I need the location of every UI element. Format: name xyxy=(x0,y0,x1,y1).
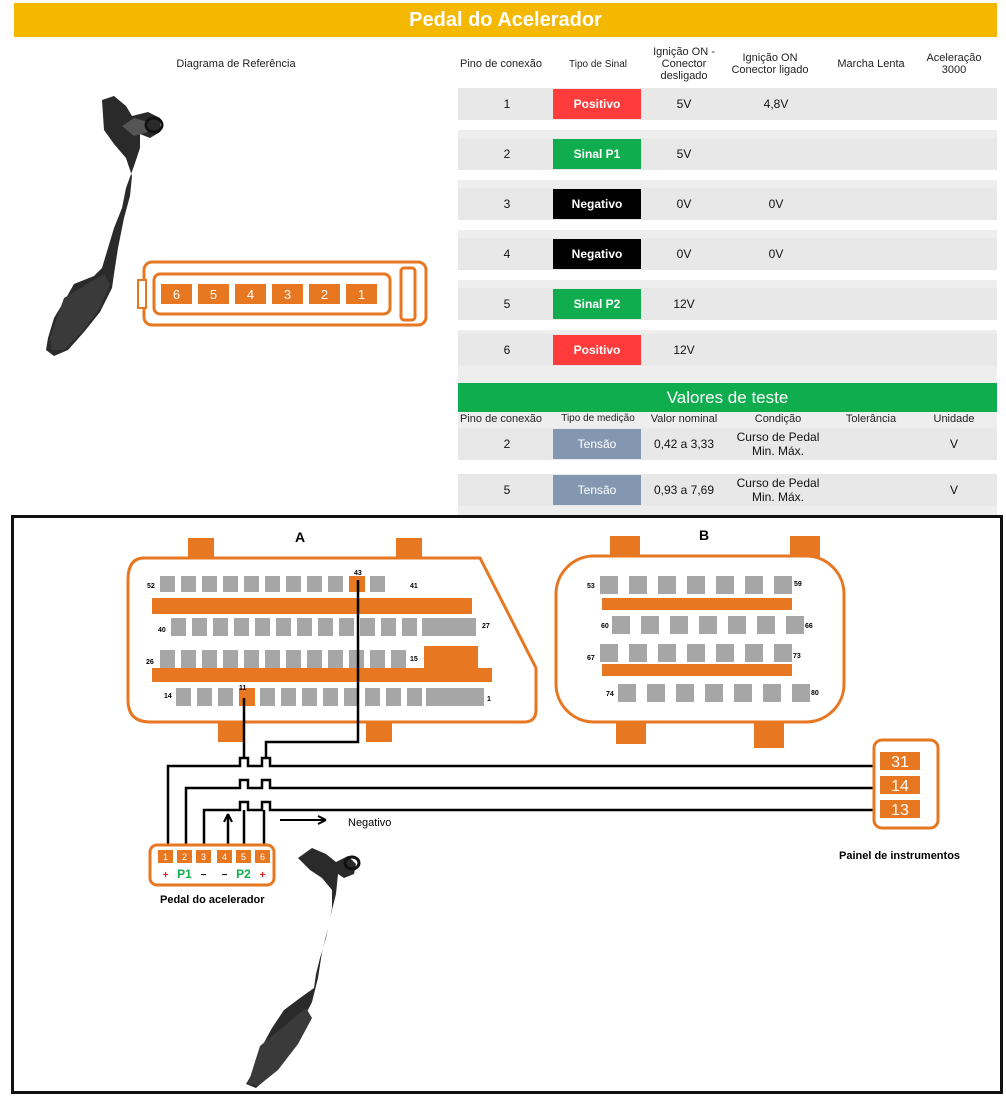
ign-off-value: 12V xyxy=(673,343,695,357)
row-separator xyxy=(458,320,997,330)
connector-b-terminal xyxy=(716,576,734,594)
unit-value: V xyxy=(949,437,958,451)
connector-a-terminal xyxy=(286,650,301,668)
ign-on-value xyxy=(736,334,816,366)
header-ign-off: Ignição ON - Conector desligado xyxy=(653,46,715,82)
signal-badge: Negativo xyxy=(553,239,641,269)
connector-a-terminal xyxy=(328,650,343,668)
connector-pin-label: 3 xyxy=(283,287,292,302)
connector-b-terminal xyxy=(792,684,810,702)
panel-pin-label: 14 xyxy=(891,778,909,795)
test-header-unit: Unidade xyxy=(933,413,975,425)
connector-a-terminal xyxy=(318,618,333,636)
measurement-type-badge: Tensão xyxy=(553,475,641,505)
a-pin-43-label: 43 xyxy=(354,570,362,577)
connector-a-terminal xyxy=(339,618,354,636)
header-pin: Pino de conexão xyxy=(460,58,542,70)
connector-a-terminal xyxy=(202,576,217,592)
connector-a-terminal xyxy=(323,688,338,706)
b-pin-66-label: 66 xyxy=(805,623,813,630)
a-pin-40-label: 40 xyxy=(158,627,166,634)
a-pin-27-label: 27 xyxy=(482,623,490,630)
panel-pin-label: 31 xyxy=(891,754,909,771)
connector-a-label: A xyxy=(294,529,306,545)
connector-a-terminal xyxy=(244,650,259,668)
connector-b-terminal xyxy=(774,576,792,594)
connector-a-terminal xyxy=(181,576,196,592)
a-pin-52-label: 52 xyxy=(147,583,155,590)
connector-b-label: B xyxy=(698,527,710,543)
connector-b-terminal xyxy=(763,684,781,702)
connector-a-terminal xyxy=(370,650,385,668)
connector-a-terminal xyxy=(426,688,452,706)
connector-a-terminal xyxy=(192,618,207,636)
signal-badge: Negativo xyxy=(553,189,641,219)
header-ign-on: Ignição ON Conector ligado xyxy=(731,52,809,76)
connector-b-terminal xyxy=(670,616,688,634)
connector-a-terminal xyxy=(223,650,238,668)
connector-a-terminal xyxy=(276,618,291,636)
pedal-pin-label: 2 xyxy=(181,852,188,862)
connector-a-terminal xyxy=(458,688,484,706)
b-pin-60-label: 60 xyxy=(601,623,609,630)
connector-a-terminal xyxy=(265,576,280,592)
condition-value: Curso de Pedal Min. Máx. xyxy=(736,430,820,458)
connector-a-terminal xyxy=(160,576,175,592)
pedal-pin-sign: P2 xyxy=(236,867,251,881)
b-pin-74-label: 74 xyxy=(606,691,614,698)
test-header-nominal: Valor nominal xyxy=(650,413,718,425)
connector-a-terminal xyxy=(281,688,296,706)
connector-a-terminal xyxy=(234,618,249,636)
pedal-pin-label: 3 xyxy=(200,852,207,862)
reference-diagram-panel xyxy=(14,88,458,516)
connector-a-terminal xyxy=(407,688,422,706)
connector-a-terminal xyxy=(422,618,446,636)
connector-b-terminal xyxy=(745,576,763,594)
pedal-pin-label: 5 xyxy=(240,852,247,862)
pedal-connector-drawing xyxy=(138,262,426,325)
connector-b-terminal xyxy=(647,684,665,702)
test-header-pin: Pino de conexão xyxy=(460,413,542,425)
ign-off-value: 0V xyxy=(676,247,692,261)
connector-a-terminal xyxy=(197,688,212,706)
ign-on-value xyxy=(736,138,816,170)
test-header-type: Tipo de medição xyxy=(561,413,635,424)
panel-pin-label: 13 xyxy=(891,802,909,819)
pedal-pin-sign: + xyxy=(162,870,169,881)
connector-a xyxy=(128,529,536,742)
row-separator xyxy=(458,460,997,474)
test-pin-number: 5 xyxy=(503,483,511,497)
unit-value: V xyxy=(949,483,958,497)
ign-on-value xyxy=(736,288,816,320)
connector-pin-label: 4 xyxy=(246,287,255,302)
connector-b xyxy=(556,527,844,748)
b-pin-67-label: 67 xyxy=(587,655,595,662)
signal-badge: Sinal P2 xyxy=(553,289,641,319)
header-signal: Tipo de Sinal xyxy=(569,58,627,70)
connector-b-terminal xyxy=(641,616,659,634)
a-pin-26-label: 26 xyxy=(146,659,154,666)
connector-b-terminal xyxy=(786,616,804,634)
connector-b-terminal xyxy=(705,684,723,702)
b-pin-73-label: 73 xyxy=(793,653,801,660)
condition-value: Curso de Pedal Min. Máx. xyxy=(736,476,820,504)
connector-a-terminal xyxy=(370,576,385,592)
connector-a-terminal xyxy=(307,650,322,668)
pedal-pin-label: 4 xyxy=(221,852,228,862)
connector-a-terminal xyxy=(202,650,217,668)
connector-a-terminal xyxy=(218,688,233,706)
a-pin-41-label: 41 xyxy=(410,583,418,590)
connector-b-terminal xyxy=(728,616,746,634)
connector-b-terminal xyxy=(600,576,618,594)
tolerance-value xyxy=(836,474,906,506)
test-pin-number: 2 xyxy=(503,437,511,451)
signal-badge: Sinal P1 xyxy=(553,139,641,169)
row-separator xyxy=(458,170,997,180)
connector-b-terminal xyxy=(699,616,717,634)
connector-a-terminal xyxy=(349,650,364,668)
nominal-value: 0,42 a 3,33 xyxy=(653,437,715,451)
pin-number: 1 xyxy=(503,97,511,111)
connector-a-terminal xyxy=(452,618,476,636)
connector-b-terminal xyxy=(716,644,734,662)
test-values-title: Valores de teste xyxy=(458,383,997,412)
connector-b-terminal xyxy=(774,644,792,662)
pin-number: 2 xyxy=(503,147,511,161)
connector-a-terminal xyxy=(223,576,238,592)
connector-b-terminal xyxy=(629,576,647,594)
pin-number: 3 xyxy=(503,197,511,211)
pedal-pin-sign: − xyxy=(221,870,228,881)
pedal-reference-drawing xyxy=(14,88,458,516)
connector-a-terminal xyxy=(365,688,380,706)
a-pin-11-label: 11 xyxy=(239,685,247,692)
connector-a-terminal xyxy=(160,650,175,668)
pedal-pin-label: 6 xyxy=(259,852,266,862)
ign-on-value: 4,8V xyxy=(763,97,789,111)
ign-on-value: 0V xyxy=(768,197,784,211)
connector-b-terminal xyxy=(676,684,694,702)
pedal-pin-sign: − xyxy=(200,870,207,881)
connector-pin-label: 6 xyxy=(172,287,181,302)
header-accel: Aceleração 3000 xyxy=(926,52,982,76)
connector-a-terminal xyxy=(360,618,375,636)
connector-b-terminal xyxy=(687,644,705,662)
wiring-diagram-svg xyxy=(14,518,1000,1091)
pedal-pin-label: 1 xyxy=(162,852,169,862)
pin-number: 4 xyxy=(503,247,511,261)
row-separator xyxy=(458,220,997,230)
b-pin-80-label: 80 xyxy=(811,690,819,697)
pedal-pin-sign: P1 xyxy=(177,867,192,881)
connector-b-terminal xyxy=(745,644,763,662)
connector-a-terminal xyxy=(244,576,259,592)
a-pin-1-label: 1 xyxy=(487,696,491,703)
b-pin-59-label: 59 xyxy=(794,581,802,588)
row-separator xyxy=(458,270,997,280)
wiring-diagram xyxy=(11,515,1003,1094)
a-pin-15-label: 15 xyxy=(410,656,418,663)
header-diagram: Diagrama de Referência xyxy=(176,58,296,70)
connector-pin-label: 1 xyxy=(357,287,366,302)
connector-b-terminal xyxy=(757,616,775,634)
connector-a-terminal xyxy=(213,618,228,636)
pedal-connector xyxy=(150,845,274,885)
measurement-type-badge: Tensão xyxy=(553,429,641,459)
ign-on-value: 0V xyxy=(768,247,784,261)
connector-a-terminal xyxy=(260,688,275,706)
connector-b-terminal xyxy=(687,576,705,594)
test-header-condition: Condição xyxy=(754,413,802,425)
panel-label: Painel de instrumentos xyxy=(839,850,961,862)
connector-a-terminal xyxy=(391,650,406,668)
connector-b-terminal xyxy=(658,644,676,662)
connector-a-terminal xyxy=(328,576,343,592)
connector-a-terminal xyxy=(181,650,196,668)
connector-b-terminal xyxy=(629,644,647,662)
ign-off-value: 12V xyxy=(673,297,695,311)
connector-a-terminal xyxy=(286,576,301,592)
instrument-panel-connector xyxy=(874,740,938,828)
connector-b-terminal xyxy=(612,616,630,634)
signal-badge: Positivo xyxy=(553,335,641,365)
connector-b-terminal xyxy=(658,576,676,594)
page-title: Pedal do Acelerador xyxy=(14,3,997,37)
negative-label: Negativo xyxy=(348,817,392,829)
connector-a-terminal xyxy=(255,618,270,636)
pedal-pin-sign: + xyxy=(259,870,266,881)
connector-a-terminal xyxy=(307,576,322,592)
nominal-value: 0,93 a 7,69 xyxy=(653,483,715,497)
pin-number: 6 xyxy=(503,343,511,357)
connector-a-terminal xyxy=(265,650,280,668)
a-pin-14-label: 14 xyxy=(164,693,172,700)
connector-a-terminal xyxy=(302,688,317,706)
tolerance-value xyxy=(836,428,906,460)
connector-a-terminal xyxy=(176,688,191,706)
ign-off-value: 5V xyxy=(676,97,692,111)
b-pin-53-label: 53 xyxy=(587,583,595,590)
connector-a-terminal xyxy=(381,618,396,636)
pedal-label: Pedal do acelerador xyxy=(160,894,265,906)
ign-off-value: 0V xyxy=(676,197,692,211)
row-separator xyxy=(458,120,997,130)
connector-pin-label: 5 xyxy=(209,287,218,302)
signal-badge: Positivo xyxy=(553,89,641,119)
connector-a-terminal xyxy=(171,618,186,636)
connector-a-terminal xyxy=(386,688,401,706)
connector-b-terminal xyxy=(618,684,636,702)
connector-a-terminal xyxy=(402,618,417,636)
connector-pin-label: 2 xyxy=(320,287,329,302)
test-header-tolerance: Tolerância xyxy=(845,413,897,425)
connector-a-terminal xyxy=(297,618,312,636)
ign-off-value: 5V xyxy=(676,147,692,161)
pin-number: 5 xyxy=(503,297,511,311)
connector-b-terminal xyxy=(734,684,752,702)
header-idle: Marcha Lenta xyxy=(837,58,905,70)
connector-b-terminal xyxy=(600,644,618,662)
